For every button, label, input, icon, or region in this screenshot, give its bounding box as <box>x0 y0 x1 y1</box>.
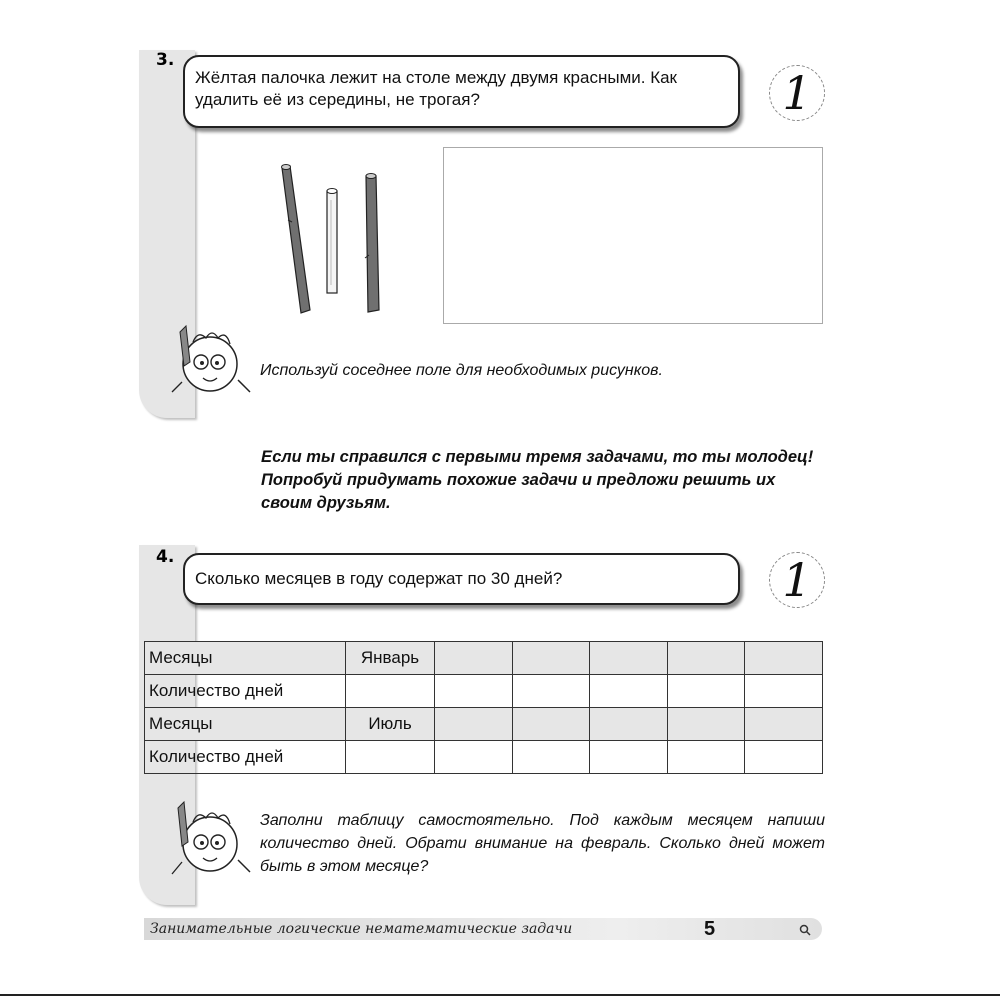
month-cell[interactable] <box>590 642 668 675</box>
month-cell[interactable] <box>590 708 668 741</box>
task4-question: Сколько месяцев в году содержат по 30 дней? <box>183 553 740 605</box>
month-cell[interactable] <box>667 708 745 741</box>
days-cell[interactable] <box>435 675 513 708</box>
task4-hint: Заполни таблицу самостоятельно. Под каждым месяцем напиши количество дней. Обрати внимание на февраль. Сколько дней может быть в этом месяце? <box>260 812 825 875</box>
days-cell[interactable] <box>667 741 745 774</box>
months-table <box>144 641 823 774</box>
month-cell[interactable] <box>512 642 590 675</box>
red-stick-left <box>282 165 311 314</box>
month-cell[interactable]: Январь <box>346 642 435 675</box>
sticks-illustration <box>270 160 390 320</box>
days-cell[interactable] <box>346 741 435 774</box>
month-cell[interactable] <box>745 642 823 675</box>
days-cell[interactable] <box>590 675 668 708</box>
row-label: Месяцы <box>145 708 346 741</box>
red-stick-right <box>365 174 379 313</box>
month-cell[interactable] <box>667 642 745 675</box>
table-row <box>145 642 823 675</box>
task3-score: 1 <box>769 65 825 121</box>
magnifier-icon <box>798 923 812 937</box>
days-cell[interactable] <box>590 741 668 774</box>
days-cell[interactable] <box>745 741 823 774</box>
mascot-icon <box>160 800 260 885</box>
table-row <box>145 708 823 741</box>
page-bottom-rule <box>0 994 1000 996</box>
month-cell[interactable] <box>435 642 513 675</box>
month-cell[interactable]: Июль <box>346 708 435 741</box>
days-cell[interactable] <box>435 741 513 774</box>
days-cell[interactable] <box>667 675 745 708</box>
days-cell[interactable] <box>745 675 823 708</box>
month-cell[interactable] <box>435 708 513 741</box>
days-cell[interactable] <box>512 741 590 774</box>
task4-score: 1 <box>769 552 825 608</box>
row-label: Месяцы <box>145 642 346 675</box>
task3-hint: Используй соседнее поле для необходимых рисунков. <box>260 362 663 379</box>
encouragement-note: Если ты справился с первыми тремя задачами, то ты молодец! Попробуй придумать похожие задачи и предложи решить их своим друзьям. <box>261 448 814 512</box>
footer-title: Занимательные логические нематематические задачи <box>150 921 573 937</box>
task3-number: 3. <box>156 50 175 70</box>
task4-number: 4. <box>156 547 175 567</box>
yellow-stick-middle <box>327 189 337 294</box>
table-row <box>145 741 823 774</box>
mascot-icon <box>160 322 260 402</box>
row-label: Количество дней <box>145 741 346 774</box>
row-label: Количество дней <box>145 675 346 708</box>
days-cell[interactable] <box>346 675 435 708</box>
page-number: 5 <box>704 918 716 940</box>
task3-question: Жёлтая палочка лежит на столе между двумя красными. Как удалить её из середины, не трогая? <box>183 55 740 128</box>
month-cell[interactable] <box>745 708 823 741</box>
days-cell[interactable] <box>512 675 590 708</box>
month-cell[interactable] <box>512 708 590 741</box>
table-row <box>145 675 823 708</box>
drawing-field[interactable] <box>443 147 823 324</box>
